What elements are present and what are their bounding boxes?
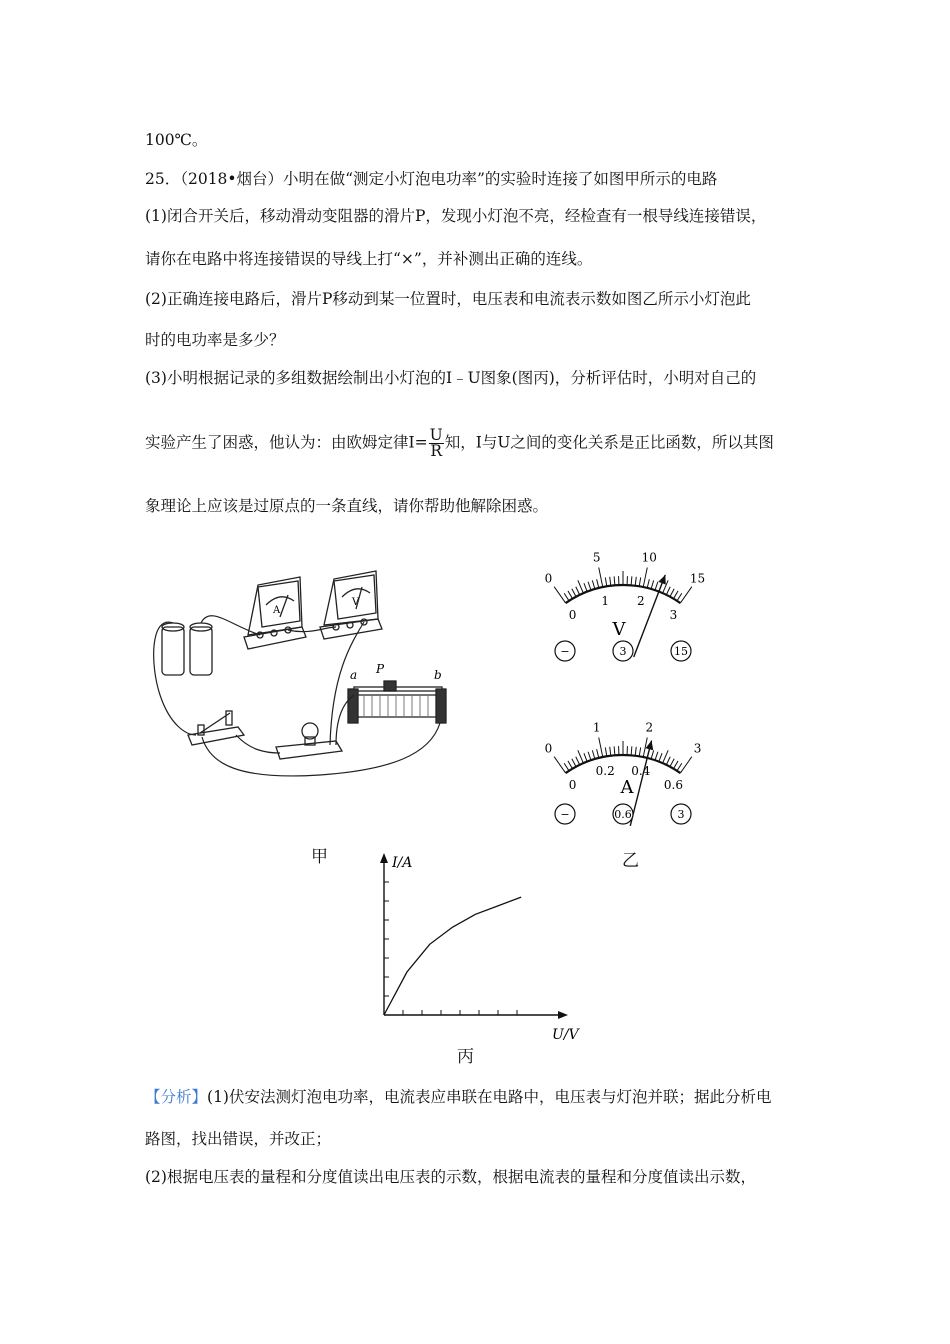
ammeter-tick (639, 747, 640, 756)
ammeter-outer-label: 1 (592, 720, 601, 735)
figure-caption-yi: 乙 (622, 851, 639, 871)
rheostat-label-b: b (434, 668, 442, 682)
fraction-denominator: R (430, 442, 442, 460)
rheostat-label-a: a (350, 668, 358, 682)
ammeter-inner-label: 0 (568, 777, 577, 792)
ammeter-symbol: A (620, 777, 634, 798)
ammeter-arc (566, 755, 681, 773)
voltmeter-inner-label: 2 (636, 593, 645, 608)
analysis-tag: 【分析】 (145, 1088, 208, 1106)
question-part-3: (3)小明根据记录的多组数据绘制出小灯泡的I﹣U图象(图丙)，分析评估时，小明对自己的 (145, 369, 757, 387)
voltmeter-tick (635, 577, 636, 586)
question-part-3-cont (145, 428, 774, 459)
y-axis-arrow (380, 853, 388, 863)
voltmeter-tick (597, 579, 599, 588)
question-part-3-end: 象理论上应该是过原点的一条直线，请你帮助他解除困惑。 (145, 497, 549, 515)
ammeter-outer-label: 2 (645, 720, 654, 735)
voltmeter-tick (677, 593, 682, 601)
voltmeter-needle-arrow (658, 575, 665, 585)
voltmeter-tick (605, 577, 606, 586)
ammeter-tick (674, 761, 679, 769)
voltmeter-tick (564, 593, 569, 601)
rheostat-label-p: P (376, 662, 385, 676)
iu-chart (360, 845, 590, 1040)
ammeter-dial (545, 721, 702, 826)
analysis-text-1: (1)伏安法测灯泡电功率，电流表应串联在电路中，电压表与灯泡并联；据此分析电 (207, 1088, 772, 1106)
ammeter-tick (610, 747, 611, 756)
voltmeter-inner-label: 0 (568, 607, 577, 622)
voltmeter-tick (588, 582, 591, 591)
x-axis-label: U/V (552, 1027, 579, 1040)
voltmeter-device-icon (320, 571, 382, 639)
ammeter-tick (578, 750, 584, 763)
question-part-2-cont: 时的电功率是多少？ (145, 331, 285, 349)
ammeter-inner-label: 0.6 (663, 777, 684, 792)
voltmeter-terminal-label: 15 (674, 645, 688, 658)
voltmeter-inner-label: 3 (669, 607, 678, 622)
voltmeter-tick (655, 582, 658, 591)
voltmeter-device-label: V (352, 597, 360, 608)
voltmeter-tick (584, 583, 587, 591)
ammeter-terminal-label: 0.6 (614, 808, 632, 821)
rheostat-icon (348, 681, 446, 723)
ammeter-terminal-label: 3 (677, 808, 685, 821)
voltmeter-outer-label: 10 (641, 550, 657, 565)
ammeter-tick (554, 757, 565, 773)
ammeter-tick (568, 761, 573, 769)
ammeter-tick (659, 753, 662, 761)
fraction-numerator: U (429, 426, 443, 444)
voltmeter-tick (572, 589, 576, 597)
ammeter-tick (680, 757, 691, 773)
ammeter-inner-label: 0.2 (595, 763, 615, 778)
analysis-line-2: 路图，找出错误，并改正； (145, 1130, 332, 1148)
ammeter-tick (584, 753, 587, 761)
text-line-0: 100℃。 (145, 131, 208, 149)
ammeter-tick (655, 752, 658, 761)
ammeter-tick (588, 752, 591, 761)
ammeter-outer-label: 3 (693, 741, 702, 756)
switch-icon (188, 711, 244, 745)
ammeter-tick (572, 759, 576, 767)
voltmeter-tick (674, 591, 679, 599)
voltmeter-tick (670, 589, 674, 597)
voltmeter-tick (568, 591, 573, 599)
ammeter-tick (605, 747, 606, 756)
battery-icon (162, 623, 212, 675)
ammeter-tick (677, 763, 682, 771)
ammeter-tick (651, 750, 654, 759)
ammeter-tick (635, 747, 636, 756)
voltmeter-terminal-label: 3 (619, 645, 627, 658)
y-axis-label: I/A (392, 855, 413, 871)
voltmeter-tick (614, 576, 615, 585)
iu-curve (384, 897, 521, 1015)
ammeter-tick (599, 737, 603, 757)
voltmeter-outer-label: 0 (544, 571, 553, 586)
ammeter-device-label: A (273, 605, 281, 616)
voltmeter-outer-label: 15 (689, 571, 706, 586)
voltmeter-tick (651, 580, 654, 589)
voltmeter-tick (576, 587, 580, 595)
circuit-figure (140, 565, 480, 815)
ammeter-tick (670, 759, 674, 767)
meters-figure (495, 525, 765, 835)
ammeter-tick (631, 746, 632, 755)
question-part-1-cont: 请你在电路中将连接错误的导线上打“×”，并补测出正确的连线。 (145, 250, 593, 268)
ammeter-tick (597, 749, 599, 758)
voltmeter-tick (639, 577, 640, 586)
ohm-fraction (429, 428, 444, 459)
voltmeter-inner-label: 1 (601, 593, 610, 608)
voltmeter-tick (647, 579, 649, 588)
ammeter-outer-label: 0 (544, 741, 553, 756)
voltmeter-tick (554, 587, 565, 603)
lamp-icon (276, 723, 342, 759)
question-title: 25．（2018•烟台）小明在做“测定小灯泡电功率”的实验时连接了如图甲所示的电路 (145, 170, 718, 188)
voltmeter-outer-label: 5 (592, 550, 601, 565)
voltmeter-tick (643, 567, 647, 587)
formula-prefix: 实验产生了困惑，他认为：由欧姆定律I= (145, 433, 428, 452)
ammeter-tick (614, 746, 615, 755)
voltmeter-dial (545, 551, 706, 661)
question-part-2: (2)正确连接电路后，滑片P移动到某一位置时，电压表和电流表示数如图乙所示小灯泡此 (145, 290, 751, 308)
voltmeter-tick (631, 576, 632, 585)
analysis-line-3: (2)根据电压表的量程和分度值读出电压表的示数，根据电流表的量程和分度值读出示数， (145, 1168, 756, 1186)
ammeter-tick (666, 757, 670, 765)
figure-caption-bing: 丙 (457, 1047, 474, 1067)
voltmeter-tick (680, 587, 691, 603)
ammeter-tick (663, 750, 669, 763)
voltmeter-symbol: V (612, 619, 626, 640)
ammeter-inner-label: 0.4 (631, 763, 651, 778)
x-axis-arrow (558, 1011, 568, 1019)
voltmeter-tick (592, 580, 595, 589)
ammeter-terminal-label: − (560, 808, 570, 821)
voltmeter-arc (566, 585, 681, 603)
voltmeter-tick (578, 580, 584, 593)
voltmeter-tick (666, 587, 670, 595)
voltmeter-tick (610, 577, 611, 586)
ammeter-tick (576, 757, 580, 765)
ammeter-tick (564, 763, 569, 771)
ammeter-tick (592, 750, 595, 759)
voltmeter-tick (599, 567, 603, 587)
analysis-line-1 (145, 1087, 771, 1107)
formula-suffix: 知，I与U之间的变化关系是正比函数，所以其图 (444, 433, 774, 452)
question-part-1: (1)闭合开关后，移动滑动变阻器的滑片P，发现小灯泡不亮，经检查有一根导线连接错误， (145, 207, 767, 225)
figure-caption-jia: 甲 (311, 847, 328, 867)
voltmeter-terminal-label: − (560, 645, 570, 658)
